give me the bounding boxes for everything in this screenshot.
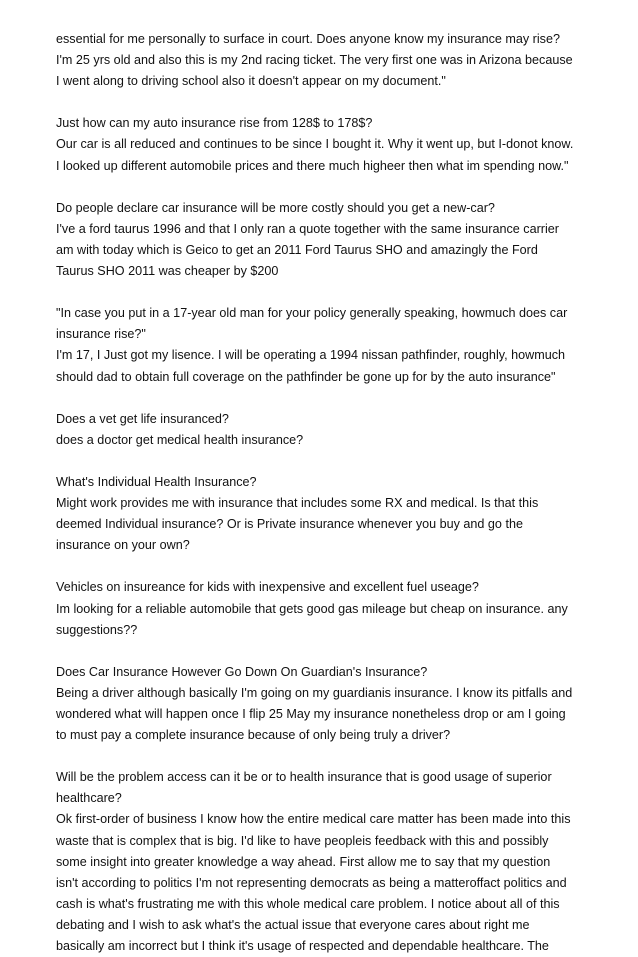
text-line: basically am incorrect but I think it's usage of respected and dependable healthcare. The	[56, 939, 549, 954]
text-line: does a doctor get medical health insurance?	[56, 432, 304, 447]
question-heading: insurance rise?"	[56, 327, 146, 342]
text-line: deemed Individual insurance? Or is Private insurance whenever you buy and go the	[56, 517, 523, 532]
text-line: Im looking for a reliable automobile that gets good gas mileage but cheap on insurance. any	[56, 601, 568, 616]
question-heading: Vehicles on insureance for kids with inexpensive and excellent fuel useage?	[56, 580, 479, 595]
question-heading: Will be the problem access can it be or to health insurance that is good usage of superior	[56, 770, 552, 785]
question-heading: healthcare?	[56, 791, 122, 806]
paragraph-block	[56, 472, 596, 556]
paragraph-block	[56, 303, 596, 387]
question-heading: Just how can my auto insurance rise from 128$ to 178$?	[56, 116, 373, 131]
text-line: waste that is complex that is big. I'd like to have peopleis feedback with this and possibly	[56, 833, 549, 848]
text-line: debating and I wish to ask what's the actual issue that everyone cares about right me	[56, 917, 530, 932]
paragraph-block	[56, 767, 596, 957]
text-line: Taurus SHO 2011 was cheaper by $200	[56, 264, 279, 279]
text-line: wondered what will happen once I flip 25 May my insurance nonetheless drop or am I going	[56, 707, 566, 721]
text-line: essential for me personally to surface in court. Does anyone know my insurance may rise?	[56, 32, 560, 46]
paragraph-block	[56, 29, 596, 92]
paragraph-block	[56, 577, 596, 640]
text-line: Ok first-order of business I know how the entire medical care matter has been made into this	[56, 812, 571, 827]
document-page	[56, 29, 596, 957]
text-line: cash is what's frustrating me with this whole medical care problem. I notice about all of this	[56, 896, 560, 911]
paragraph-block	[56, 662, 596, 746]
question-heading: What's Individual Health Insurance?	[56, 474, 257, 489]
question-heading: Does a vet get life insuranced?	[56, 411, 229, 426]
text-line: suggestions??	[56, 622, 138, 637]
text-line: insurance on your own?	[56, 538, 190, 553]
text-line: I'm 25 yrs old and also this is my 2nd racing ticket. The very first one was in Arizona because	[56, 53, 573, 68]
paragraph-block	[56, 198, 596, 282]
text-line: should dad to obtain full coverage on the pathfinder be gone up for by the auto insurance"	[56, 369, 556, 384]
text-line: to must pay a complete insurance because of only being truly a driver?	[56, 728, 451, 743]
text-line: I went along to driving school also it doesn't appear on my document."	[56, 74, 446, 89]
text-line: isn't according to politics I'm not representing democrats as being a matteroffact politics and	[56, 875, 567, 890]
text-line: some insight into greater knowledge a way ahead. First allow me to say that my question	[56, 854, 551, 869]
question-heading: Do people declare car insurance will be more costly should you get a new-car?	[56, 200, 495, 215]
text-line: Might work provides me with insurance that includes some RX and medical. Is that this	[56, 496, 539, 511]
text-line: I've a ford taurus 1996 and that I only ran a quote together with the same insurance carrier	[56, 221, 559, 236]
text-line: I'm 17, I Just got my lisence. I will be operating a 1994 nissan pathfinder, roughly, howmuch	[56, 348, 565, 363]
question-heading: "In case you put in a 17-year old man for your policy generally speaking, howmuch does car	[56, 306, 568, 321]
paragraph-block	[56, 113, 596, 176]
text-line: Being a driver although basically I'm going on my guardianis insurance. I know its pitfalls and	[56, 685, 573, 700]
paragraph-block	[56, 409, 596, 451]
question-heading: Does Car Insurance However Go Down On Guardian's Insurance?	[56, 664, 428, 679]
text-line: am with today which is Geico to get an 2011 Ford Taurus SHO and amazingly the Ford	[56, 242, 538, 257]
text-line: Our car is all reduced and continues to be since I bought it. Why it went up, but I-donot know.	[56, 137, 574, 152]
text-line: I looked up different automobile prices and there much higheer then what im spending now."	[56, 158, 569, 173]
